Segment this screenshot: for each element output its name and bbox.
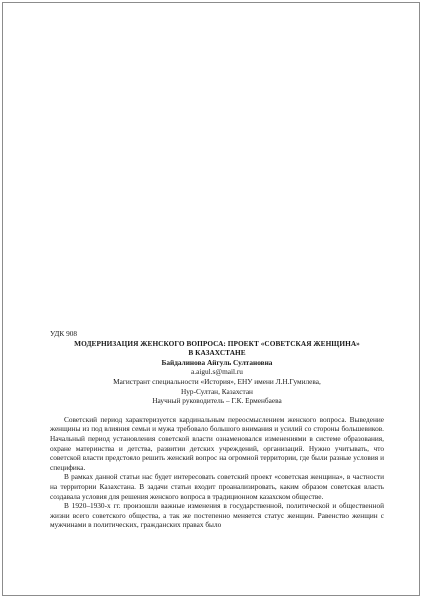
article-title-line-1: МОДЕРНИЗАЦИЯ ЖЕНСКОГО ВОПРОСА: ПРОЕКТ «СОВЕТСКАЯ ЖЕНЩИНА» — [74, 338, 360, 348]
author-name: Байдалинова Айгуль Султановна — [161, 357, 273, 367]
paragraph-1: Советский период характеризуется кардинальным переосмыслением женского вопроса. Выведение женщины из под влияния семьи и мужа требовало большого внимания и усилий со стороны большевиков. Начальный период установления советской власти ознаменовался изменениями в системе образования, охране материнства и детства, развитии детских учреждений, организаций. Нужно учитывать, что советской власти предстояло решить женский вопрос на огромной территории, где были разные условия и специфика. — [50, 414, 384, 472]
udc-code: УДК 908 — [50, 329, 78, 338]
article-title-line-2: В КАЗАХСТАНЕ — [188, 348, 246, 358]
author-city: Нур-Султан, Казахстан — [181, 386, 253, 396]
paragraph-2: В рамках данной статьи нас будет интересовать советский проект «советская женщина», в частности на территории Казахстана. В задачи статьи входит проанализировать, каким образом советская власть создавала условия для решения женского вопроса в традиционном казахском обществе. — [50, 472, 384, 501]
paragraph-3: В 1920–1930-х гг. произошли важные изменения в государственной, политической и общественной жизни всего советского общества, а так же постепенно меняется статус женщин. Равенство женщин с мужчинами в политических, гражданских правах было — [50, 501, 384, 530]
document-page — [2, 2, 420, 596]
article-body — [50, 329, 384, 530]
author-email: a.aigul.s@mail.ru — [191, 367, 243, 377]
supervisor: Научный руководитель – Г.К. Ерменбаева — [152, 396, 282, 406]
author-affiliation: Магистрант специальности «История», ЕНУ имени Л.Н.Гумилева, — [113, 376, 321, 386]
spacer — [50, 406, 384, 415]
